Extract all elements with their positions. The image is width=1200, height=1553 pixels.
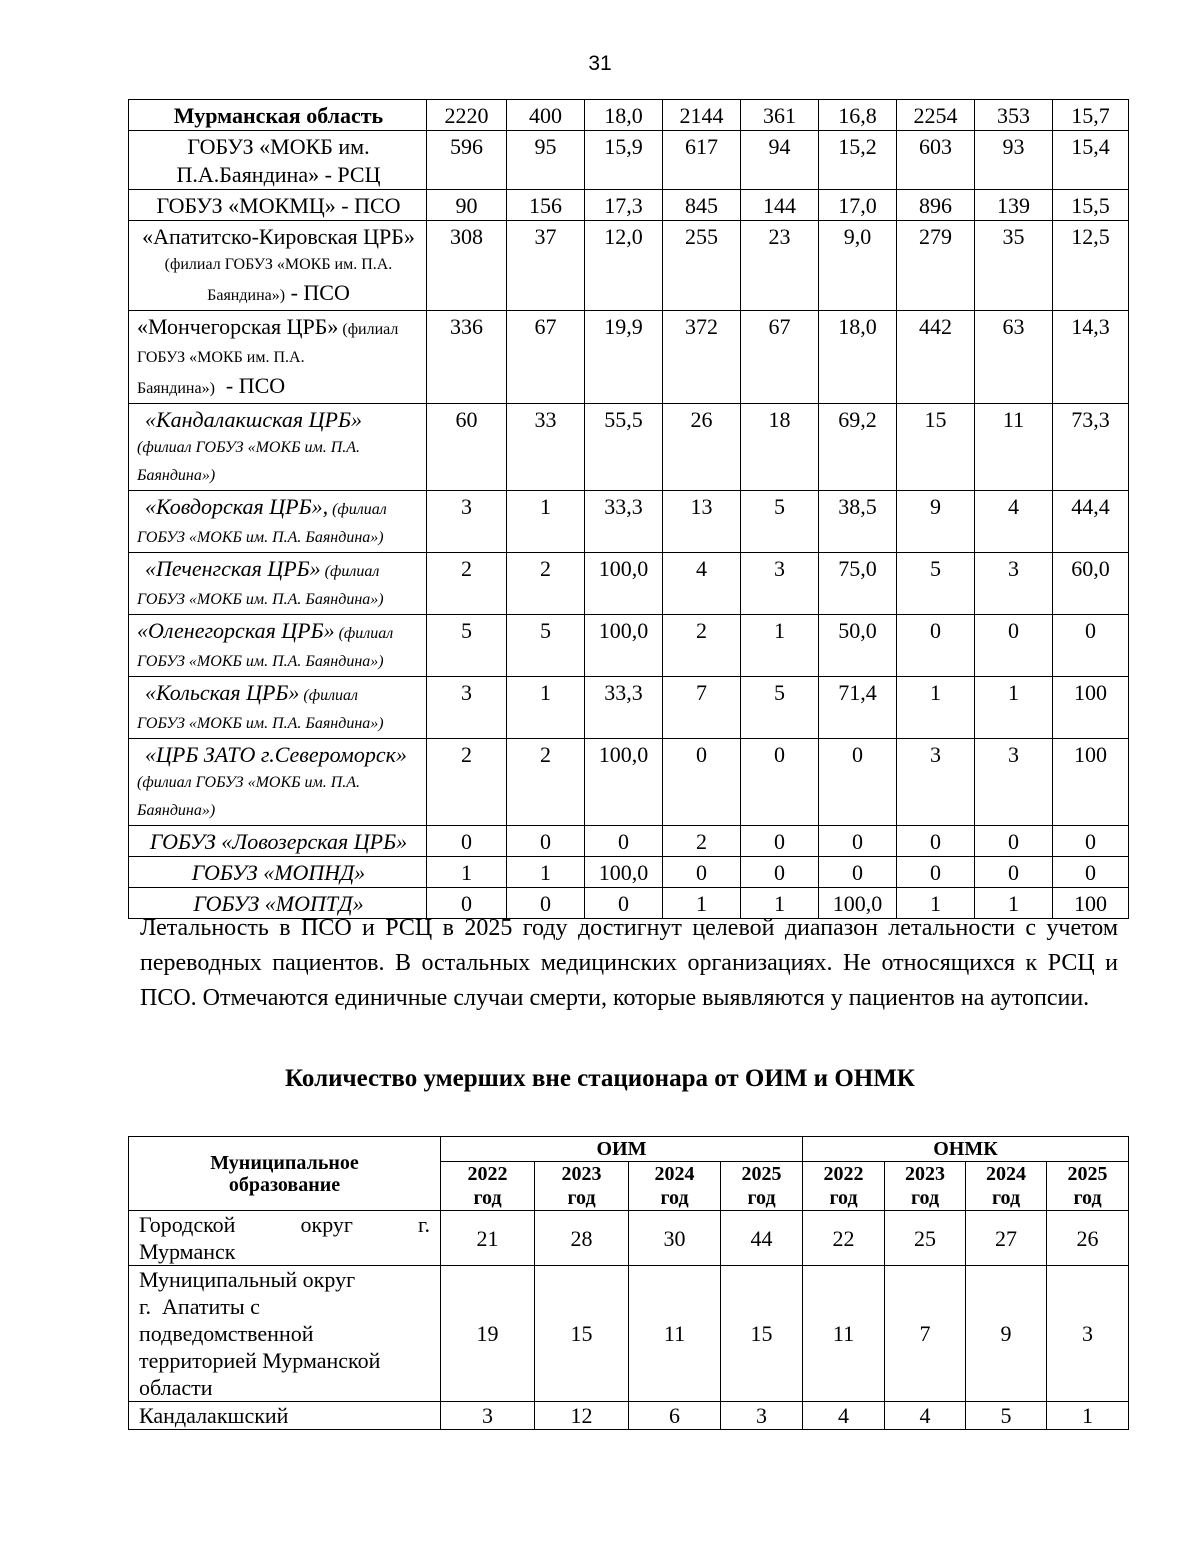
cell: 0 (1053, 857, 1129, 888)
header-year: 2025 год (721, 1162, 803, 1211)
cell: 1 (741, 615, 819, 677)
cell: 100 (1053, 888, 1129, 919)
header-year: 2025 год (1047, 1162, 1129, 1211)
cell: 13 (663, 491, 741, 553)
cell: 5 (897, 553, 975, 615)
cell: 0 (507, 888, 585, 919)
header-year: 2023 год (535, 1162, 629, 1211)
cell: 0 (897, 826, 975, 857)
cell: 0 (585, 826, 663, 857)
org-name: «Печенгская ЦРБ» (филиал ГОБУЗ «МОКБ им. П.А. Баяндина») (129, 553, 427, 615)
cell: 0 (663, 857, 741, 888)
cell: 0 (819, 826, 897, 857)
cell: 21 (441, 1211, 535, 1266)
org-name: «ЦРБ ЗАТО г.Североморск» (филиал ГОБУЗ «МОКБ им. П.А. Баяндина») (129, 739, 427, 826)
municipality-name: Кандалакшский (129, 1402, 441, 1430)
cell: 1 (897, 677, 975, 739)
cell: 67 (507, 311, 585, 404)
table-row (129, 221, 1129, 311)
org-name: ГОБУЗ «МОКМЦ» - ПСО (129, 190, 427, 221)
org-name: «Оленегорская ЦРБ» (филиал ГОБУЗ «МОКБ им. П.А. Баяндина») (129, 615, 427, 677)
org-name: «Апатитско-Кировская ЦРБ» (филиал ГОБУЗ «МОКБ им. П.А. Баяндина») - ПСО (129, 221, 427, 311)
cell: 0 (427, 888, 507, 919)
cell: 0 (1053, 615, 1129, 677)
cell: 15,7 (1053, 100, 1129, 131)
table-row (129, 677, 1129, 739)
cell: 372 (663, 311, 741, 404)
cell: 4 (885, 1402, 966, 1430)
table-row (129, 100, 1129, 131)
table-row (129, 553, 1129, 615)
cell: 23 (741, 221, 819, 311)
table-row (129, 1266, 1129, 1402)
cell: 33 (507, 404, 585, 491)
org-name: ГОБУЗ «МОКБ им. П.А.Баяндина» - РСЦ (129, 131, 427, 190)
cell: 18,0 (819, 311, 897, 404)
cell: 60,0 (1053, 553, 1129, 615)
cell: 279 (897, 221, 975, 311)
cell: 100 (1053, 739, 1129, 826)
cell: 19 (441, 1266, 535, 1402)
cell: 3 (897, 739, 975, 826)
table-row (129, 857, 1129, 888)
org-name: Мурманская область (129, 100, 427, 131)
cell: 3 (975, 553, 1053, 615)
cell: 28 (535, 1211, 629, 1266)
cell: 15 (535, 1266, 629, 1402)
cell: 3 (427, 491, 507, 553)
cell: 3 (1047, 1266, 1129, 1402)
cell: 1 (507, 491, 585, 553)
table-row (129, 311, 1129, 404)
cell: 0 (741, 739, 819, 826)
cell: 0 (897, 857, 975, 888)
cell: 33,3 (585, 677, 663, 739)
cell: 15 (897, 404, 975, 491)
org-name: ГОБУЗ «МОПТД» (129, 888, 427, 919)
header-year: 2024 год (966, 1162, 1047, 1211)
cell: 18 (741, 404, 819, 491)
cell: 603 (897, 131, 975, 190)
cell: 4 (803, 1402, 885, 1430)
org-name: «Мончегорская ЦРБ» (филиал ГОБУЗ «МОКБ им. П.А. Баяндина») - ПСО (129, 311, 427, 404)
cell: 2 (507, 553, 585, 615)
page-number: 31 (588, 52, 612, 75)
cell: 67 (741, 311, 819, 404)
header-year: 2024 год (629, 1162, 721, 1211)
cell: 26 (1047, 1211, 1129, 1266)
cell: 0 (897, 615, 975, 677)
header-onmk: ОНМК (803, 1137, 1129, 1162)
cell: 2220 (427, 100, 507, 131)
cell: 5 (427, 615, 507, 677)
cell: 14,3 (1053, 311, 1129, 404)
cell: 3 (741, 553, 819, 615)
cell: 55,5 (585, 404, 663, 491)
cell: 11 (629, 1266, 721, 1402)
cell: 2144 (663, 100, 741, 131)
cell: 26 (663, 404, 741, 491)
cell: 15,4 (1053, 131, 1129, 190)
cell: 5 (966, 1402, 1047, 1430)
cell: 1 (427, 857, 507, 888)
cell: 7 (885, 1266, 966, 1402)
cell: 71,4 (819, 677, 897, 739)
cell: 156 (507, 190, 585, 221)
cell: 6 (629, 1402, 721, 1430)
header-year: 2023 год (885, 1162, 966, 1211)
cell: 27 (966, 1211, 1047, 1266)
cell: 100,0 (585, 615, 663, 677)
cell: 0 (663, 739, 741, 826)
municipality-name: Городской округ г. Мурманск (129, 1211, 441, 1266)
cell: 1 (975, 888, 1053, 919)
cell: 0 (975, 615, 1053, 677)
cell: 50,0 (819, 615, 897, 677)
cell: 2254 (897, 100, 975, 131)
cell: 100,0 (819, 888, 897, 919)
cell: 12,5 (1053, 221, 1129, 311)
table-row (129, 491, 1129, 553)
cell: 144 (741, 190, 819, 221)
cell: 1 (1047, 1402, 1129, 1430)
cell: 0 (975, 826, 1053, 857)
cell: 35 (975, 221, 1053, 311)
cell: 1 (663, 888, 741, 919)
cell: 1 (741, 888, 819, 919)
cell: 15,9 (585, 131, 663, 190)
cell: 442 (897, 311, 975, 404)
cell: 336 (427, 311, 507, 404)
org-name: «Кандалакшская ЦРБ» (филиал ГОБУЗ «МОКБ им. П.А. Баяндина») (129, 404, 427, 491)
cell: 17,3 (585, 190, 663, 221)
cell: 38,5 (819, 491, 897, 553)
lethality-paragraph: Летальность в ПСО и РСЦ в 2025 году достигнут целевой диапазон летальности с учетом переводных пациентов. В остальных медицинских организациях. Не относящихся к РСЦ и ПСО. Отмечаются единичные случаи смерти, которые выявляются у пациентов на аутопсии. (140, 915, 1118, 1011)
table-row (129, 826, 1129, 857)
cell: 139 (975, 190, 1053, 221)
cell: 4 (975, 491, 1053, 553)
cell: 63 (975, 311, 1053, 404)
cell: 12,0 (585, 221, 663, 311)
header-year: 2022 год (441, 1162, 535, 1211)
cell: 0 (819, 739, 897, 826)
cell: 255 (663, 221, 741, 311)
lethality-table (128, 99, 1129, 919)
cell: 11 (975, 404, 1053, 491)
cell: 9,0 (819, 221, 897, 311)
cell: 4 (663, 553, 741, 615)
municipality-name: Муниципальный округ г. Апатиты с подведомственной территорией Мурманской области (129, 1266, 441, 1402)
cell: 2 (427, 553, 507, 615)
cell: 73,3 (1053, 404, 1129, 491)
cell: 15,5 (1053, 190, 1129, 221)
cell: 2 (507, 739, 585, 826)
cell: 1 (897, 888, 975, 919)
cell: 44,4 (1053, 491, 1129, 553)
section-title: Количество умерших вне стационара от ОИМ и ОНМК (285, 1065, 915, 1092)
org-name: «Ковдорская ЦРБ», (филиал ГОБУЗ «МОКБ им. П.А. Баяндина») (129, 491, 427, 553)
cell: 16,8 (819, 100, 897, 131)
cell: 33,3 (585, 491, 663, 553)
cell: 400 (507, 100, 585, 131)
cell: 11 (803, 1266, 885, 1402)
cell: 0 (819, 857, 897, 888)
cell: 100,0 (585, 857, 663, 888)
cell: 3 (975, 739, 1053, 826)
cell: 93 (975, 131, 1053, 190)
cell: 100,0 (585, 553, 663, 615)
cell: 3 (441, 1402, 535, 1430)
cell: 37 (507, 221, 585, 311)
cell: 0 (1053, 826, 1129, 857)
cell: 2 (663, 615, 741, 677)
table-row (129, 131, 1129, 190)
org-name: «Кольская ЦРБ» (филиал ГОБУЗ «МОКБ им. П.А. Баяндина») (129, 677, 427, 739)
cell: 896 (897, 190, 975, 221)
deaths-outside-hospital-table (128, 1136, 1129, 1430)
cell: 95 (507, 131, 585, 190)
cell: 596 (427, 131, 507, 190)
table-row (129, 615, 1129, 677)
table-row (129, 190, 1129, 221)
cell: 19,9 (585, 311, 663, 404)
cell: 353 (975, 100, 1053, 131)
cell: 44 (721, 1211, 803, 1266)
header-municipality: Муниципальное образование (129, 1137, 441, 1211)
cell: 5 (741, 677, 819, 739)
cell: 22 (803, 1211, 885, 1266)
table-row (129, 1402, 1129, 1430)
cell: 75,0 (819, 553, 897, 615)
cell: 69,2 (819, 404, 897, 491)
cell: 2 (427, 739, 507, 826)
cell: 30 (629, 1211, 721, 1266)
cell: 0 (585, 888, 663, 919)
cell: 5 (507, 615, 585, 677)
cell: 3 (427, 677, 507, 739)
cell: 1 (507, 677, 585, 739)
cell: 1 (975, 677, 1053, 739)
cell: 3 (721, 1402, 803, 1430)
cell: 2 (663, 826, 741, 857)
table-row (129, 404, 1129, 491)
cell: 9 (897, 491, 975, 553)
cell: 845 (663, 190, 741, 221)
cell: 15 (721, 1266, 803, 1402)
cell: 18,0 (585, 100, 663, 131)
org-name: ГОБУЗ «МОПНД» (129, 857, 427, 888)
cell: 308 (427, 221, 507, 311)
cell: 0 (427, 826, 507, 857)
table-row (129, 1211, 1129, 1266)
cell: 9 (966, 1266, 1047, 1402)
cell: 0 (507, 826, 585, 857)
cell: 0 (975, 857, 1053, 888)
cell: 0 (741, 857, 819, 888)
cell: 90 (427, 190, 507, 221)
cell: 15,2 (819, 131, 897, 190)
cell: 361 (741, 100, 819, 131)
cell: 25 (885, 1211, 966, 1266)
cell: 94 (741, 131, 819, 190)
cell: 1 (507, 857, 585, 888)
cell: 17,0 (819, 190, 897, 221)
table-row (129, 739, 1129, 826)
cell: 12 (535, 1402, 629, 1430)
cell: 0 (741, 826, 819, 857)
org-name: ГОБУЗ «Ловозерская ЦРБ» (129, 826, 427, 857)
cell: 100 (1053, 677, 1129, 739)
cell: 5 (741, 491, 819, 553)
cell: 7 (663, 677, 741, 739)
cell: 100,0 (585, 739, 663, 826)
header-year: 2022 год (803, 1162, 885, 1211)
cell: 617 (663, 131, 741, 190)
cell: 60 (427, 404, 507, 491)
header-oim: ОИМ (441, 1137, 803, 1162)
